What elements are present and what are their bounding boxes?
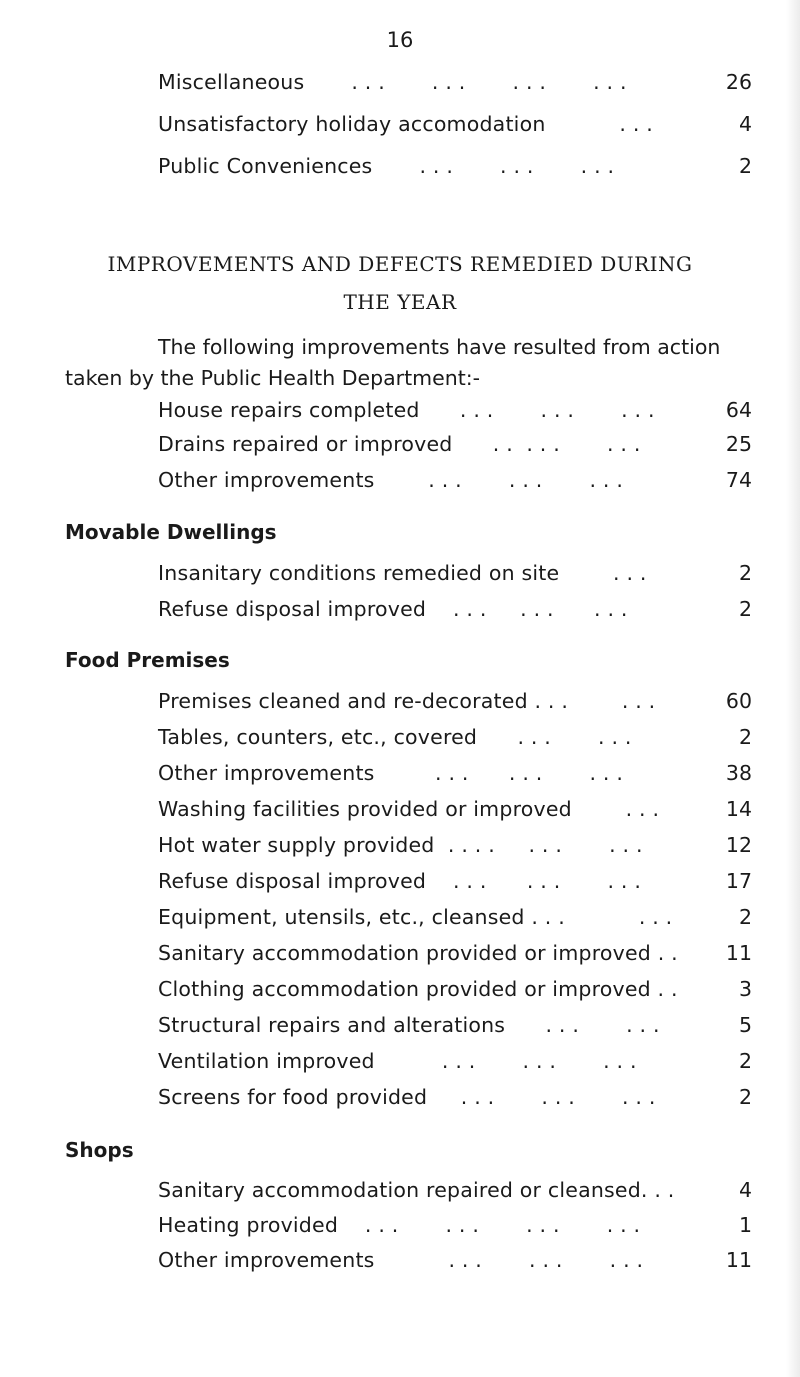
section-title-food-premises: Food Premises bbox=[65, 648, 230, 672]
row-value: 11 bbox=[725, 941, 752, 965]
row-label: Structural repairs and alterations . . . . . . bbox=[158, 1013, 660, 1037]
row-label: Unsatisfactory holiday accomodation . . . bbox=[158, 112, 653, 136]
section-title-shops: Shops bbox=[65, 1138, 134, 1162]
row-label: Sanitary accommodation provided or improved . . bbox=[158, 941, 678, 965]
row-label: Equipment, utensils, etc., cleansed . . . . . . bbox=[158, 905, 673, 929]
row-label: Insanitary conditions remedied on site . . . bbox=[158, 561, 647, 585]
row-value: 25 bbox=[725, 432, 752, 456]
row-value: 2 bbox=[738, 905, 752, 929]
page-number: 16 bbox=[386, 28, 414, 52]
row-value: 74 bbox=[725, 468, 752, 492]
row-label: Other improvements . . . . . . . . . bbox=[158, 1248, 644, 1272]
row-value: 2 bbox=[738, 1049, 752, 1073]
row-label: Sanitary accommodation repaired or cleansed. . . bbox=[158, 1178, 675, 1202]
row-value: 60 bbox=[725, 689, 752, 713]
row-value: 2 bbox=[738, 1085, 752, 1109]
row-value: 4 bbox=[738, 112, 752, 136]
row-value: 11 bbox=[725, 1248, 752, 1272]
row-value: 5 bbox=[738, 1013, 752, 1037]
row-label: Heating provided . . . . . . . . . . . . bbox=[158, 1213, 641, 1237]
row-value: 26 bbox=[725, 70, 752, 94]
row-value: 2 bbox=[738, 154, 752, 178]
section-heading-line2: THE YEAR bbox=[343, 290, 457, 314]
row-value: 17 bbox=[725, 869, 752, 893]
row-value: 38 bbox=[725, 761, 752, 785]
row-value: 64 bbox=[725, 398, 752, 422]
row-label: Other improvements . . . . . . . . . bbox=[158, 761, 624, 785]
intro-paragraph: The following improvements have resulted from action taken by the Public Health Department:- bbox=[65, 335, 721, 390]
row-label: Public Conveniences . . . . . . . . . bbox=[158, 154, 615, 178]
row-label: Refuse disposal improved . . . . . . . . . bbox=[158, 869, 642, 893]
row-label: Premises cleaned and re-decorated . . . . . . bbox=[158, 689, 656, 713]
row-value: 3 bbox=[738, 977, 752, 1001]
row-value: 14 bbox=[725, 797, 752, 821]
row-label: Refuse disposal improved . . . . . . . . . bbox=[158, 597, 628, 621]
row-label: Tables, counters, etc., covered . . . . . . bbox=[158, 725, 632, 749]
row-value: 2 bbox=[738, 561, 752, 585]
row-label: Hot water supply provided . . . . . . . . . . bbox=[158, 833, 643, 857]
row-value: 4 bbox=[738, 1178, 752, 1202]
section-heading-line1: IMPROVEMENTS AND DEFECTS REMEDIED DURING bbox=[107, 252, 693, 276]
row-value: 2 bbox=[738, 725, 752, 749]
row-label: Miscellaneous . . . . . . . . . . . . bbox=[158, 70, 627, 94]
row-label: Clothing accommodation provided or improved . . bbox=[158, 977, 678, 1001]
row-label: Other improvements . . . . . . . . . bbox=[158, 468, 624, 492]
row-value: 1 bbox=[738, 1213, 752, 1237]
page-edge-shadow bbox=[786, 0, 800, 1377]
row-label: Washing facilities provided or improved . . . bbox=[158, 797, 660, 821]
row-value: 12 bbox=[725, 833, 752, 857]
row-label: House repairs completed . . . . . . . . . bbox=[158, 398, 655, 422]
row-value: 2 bbox=[738, 597, 752, 621]
row-label: Drains repaired or improved . . . . . . . . bbox=[158, 432, 641, 456]
row-label: Ventilation improved . . . . . . . . . bbox=[158, 1049, 637, 1073]
row-label: Screens for food provided . . . . . . . . . bbox=[158, 1085, 656, 1109]
section-title-movable-dwellings: Movable Dwellings bbox=[65, 520, 277, 544]
